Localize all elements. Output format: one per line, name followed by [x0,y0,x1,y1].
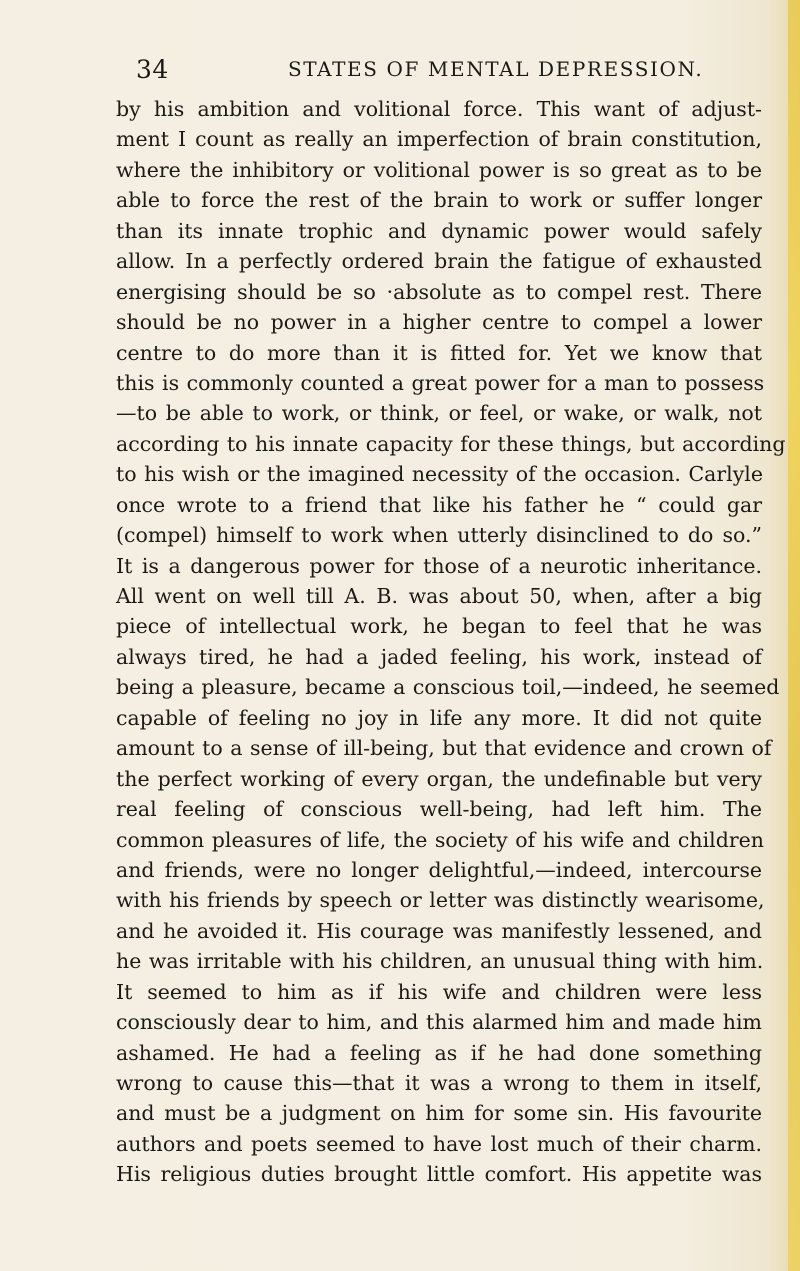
text-line: (compel) himself to work when utterly disinclined to do so.” [116,523,762,548]
text-line: once wrote to a friend that like his father he “ could gar [116,492,762,517]
text-line: piece of intellectual work, he began to feel that he was [116,614,762,639]
running-head-title: STATES OF MENTAL DEPRESSION. [288,57,704,81]
text-line: common pleasures of life, the society of his wife and children [116,827,764,852]
text-line: His religious duties brought little comfort. His appetite was [116,1162,762,1187]
body-text [116,94,786,1190]
text-line: should be no power in a higher centre to compel a lower [116,310,762,335]
text-line: being a pleasure, became a conscious toil,—indeed, he seemed [116,675,780,700]
text-line: amount to a sense of ill-being, but that evidence and crown of [116,736,772,761]
text-line: than its innate trophic and dynamic power would safely [116,218,762,243]
text-line: according to his innate capacity for these things, but according [116,431,786,456]
text-line: It seemed to him as if his wife and children were less [116,979,762,1004]
text-line: allow. In a perfectly ordered brain the fatigue of exhausted [116,249,762,274]
text-line: he was irritable with his children, an unusual thing with him. [116,949,764,974]
text-line: always tired, he had a jaded feeling, his work, instead of [116,644,762,669]
text-line: the perfect working of every organ, the undefinable but very [116,766,762,791]
text-line: able to force the rest of the brain to work or suffer longer [116,188,762,213]
text-line: It is a dangerous power for those of a neurotic inheritance. [116,553,762,578]
text-line: authors and poets seemed to have lost much of their charm. [116,1131,762,1156]
text-line: All went on well till A. B. was about 50, when, after a big [116,584,762,608]
text-line: consciously dear to him, and this alarmed him and made him [116,1010,762,1035]
text-line: and friends, were no longer delightful,—indeed, intercourse [116,857,762,882]
running-head [136,55,746,89]
text-line: —to be able to work, or think, or feel, or wake, or walk, not [116,401,762,426]
text-line: and must be a judgment on him for some sin. His favourite [116,1101,762,1126]
text-line: energising should be so ·absolute as to compel rest. There [116,279,762,304]
text-line: this is commonly counted a great power for a man to possess [116,370,765,395]
text-line: centre to do more than it is fitted for. Yet we know that [116,340,762,365]
page-number: 34 [136,55,169,84]
text-line: ashamed. He had a feeling as if he had done something [116,1040,762,1065]
text-line: real feeling of conscious well-being, had left him. The [116,797,762,822]
text-line: with his friends by speech or letter was distinctly wearisome, [116,888,765,913]
text-line: capable of feeling no joy in life any more. It did not quite [116,705,762,730]
text-line: ment I count as really an imperfection of brain constitution, [116,127,762,152]
page-edge-strip [788,0,800,1271]
text-line: wrong to cause this—that it was a wrong to them in itself, [116,1071,762,1095]
text-line: to his wish or the imagined necessity of the occasion. Carlyle [116,462,763,487]
text-line: and he avoided it. His courage was manifestly lessened, and [116,918,762,943]
text-line: where the inhibitory or volitional power is so great as to be [116,157,762,182]
text-line: by his ambition and volitional force. This want of adjust- [116,97,762,121]
